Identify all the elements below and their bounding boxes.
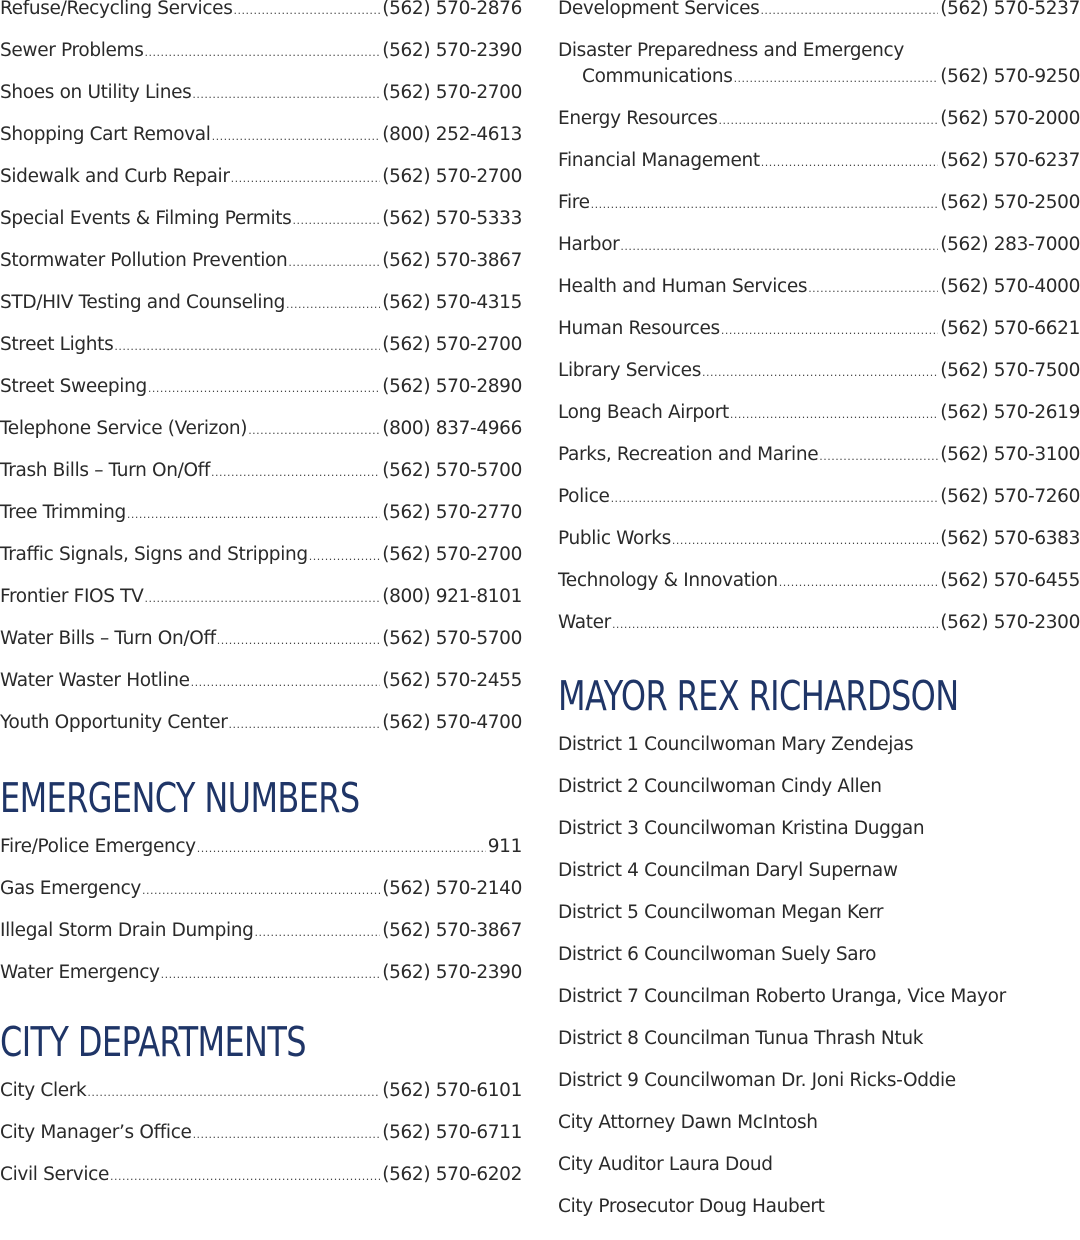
directory-name-line1: Disaster Preparedness and Emergency	[558, 40, 904, 61]
directory-phone: (800) 252-4613	[382, 124, 522, 145]
departments-list	[0, 1082, 522, 1208]
dot-leader	[211, 464, 380, 482]
directory-row	[0, 672, 522, 714]
dot-leader	[161, 966, 381, 984]
official-entry: District 2 Councilwoman Cindy Allen	[558, 776, 882, 797]
directory-phone: (562) 570-6621	[940, 318, 1080, 339]
directory-name: Frontier FIOS TV	[0, 586, 144, 607]
directory-row	[0, 420, 522, 462]
directory-phone: (562) 570-6237	[940, 150, 1080, 171]
dot-leader	[672, 532, 938, 550]
directory-phone: (562) 570-2700	[382, 544, 522, 565]
directory-phone: (562) 570-2770	[382, 502, 522, 523]
dot-leader	[110, 1168, 380, 1186]
directory-row	[0, 1124, 522, 1166]
dot-leader	[197, 840, 486, 858]
dot-leader	[292, 212, 380, 230]
official-entry: District 5 Councilwoman Megan Kerr	[558, 902, 884, 923]
directory-row	[0, 126, 522, 168]
directory-row	[0, 1166, 522, 1208]
directory-row	[558, 446, 1080, 488]
dot-leader	[730, 406, 938, 424]
official-entry: District 4 Councilman Daryl Supernaw	[558, 860, 898, 881]
directory-phone: (562) 570-6383	[940, 528, 1080, 549]
emergency-section	[0, 774, 522, 1006]
directory-name: Health and Human Services	[558, 276, 808, 297]
directory-name: Trash Bills – Turn On/Off	[0, 460, 210, 481]
dot-leader	[212, 128, 381, 146]
departments-continued-list	[558, 0, 1080, 42]
official-entry: City Auditor Laura Doud	[558, 1154, 773, 1175]
directory-row	[0, 84, 522, 126]
dot-leader	[808, 280, 938, 298]
directory-row	[0, 922, 522, 964]
directory-phone: (562) 570-2300	[940, 612, 1080, 633]
departments-list-right	[558, 110, 1080, 656]
dot-leader	[760, 2, 938, 20]
official-entry: District 9 Councilwoman Dr. Joni Ricks-Oddie	[558, 1070, 956, 1091]
directory-phone: (562) 570-2390	[382, 40, 522, 61]
dot-leader	[192, 86, 380, 104]
directory-name: Human Resources	[558, 318, 720, 339]
directory-name: Telephone Service (Verizon)	[0, 418, 248, 439]
directory-name: STD/HIV Testing and Counseling	[0, 292, 285, 313]
directory-row	[558, 110, 1080, 152]
directory-row	[558, 362, 1080, 404]
directory-name: Sewer Problems	[0, 40, 144, 61]
directory-row	[558, 530, 1080, 572]
official-entry: City Attorney Dawn McIntosh	[558, 1112, 818, 1133]
official-entry: District 3 Councilwoman Kristina Duggan	[558, 818, 925, 839]
dot-leader	[591, 196, 939, 214]
directory-name: Gas Emergency	[0, 878, 141, 899]
directory-row	[558, 42, 1080, 110]
directory-name: Water Waster Hotline	[0, 670, 190, 691]
directory-name-line2: Communications	[582, 66, 733, 87]
directory-row	[0, 838, 522, 880]
directory-phone: (562) 570-2140	[382, 878, 522, 899]
dot-leader	[148, 380, 380, 398]
dot-leader	[87, 1084, 380, 1102]
directory-phone: (562) 570-5333	[382, 208, 522, 229]
dot-leader	[145, 44, 381, 62]
dot-leader	[255, 924, 381, 942]
directory-phone: 911	[487, 836, 522, 857]
directory-row	[0, 504, 522, 546]
directory-name: Energy Resources	[558, 108, 718, 129]
directory-phone: (562) 570-7260	[940, 486, 1080, 507]
directory-name: Tree Trimming	[0, 502, 126, 523]
directory-row	[0, 336, 522, 378]
directory-name: Street Lights	[0, 334, 114, 355]
dot-leader	[144, 590, 380, 608]
dot-leader	[611, 490, 939, 508]
dot-leader	[286, 296, 380, 314]
directory-phone: (562) 570-3867	[382, 250, 522, 271]
directory-name: Shopping Cart Removal	[0, 124, 211, 145]
directory-phone: (562) 570-4000	[940, 276, 1080, 297]
directory-phone: (562) 570-2890	[382, 376, 522, 397]
directory-row	[558, 404, 1080, 446]
directory-name: Development Services	[558, 0, 760, 19]
dot-leader	[702, 364, 938, 382]
directory-name: Police	[558, 486, 610, 507]
directory-row	[0, 168, 522, 210]
directory-phone: (562) 570-2876	[382, 0, 522, 19]
official-entry: District 6 Councilwoman Suely Saro	[558, 944, 877, 965]
directory-phone: (562) 570-6101	[382, 1080, 522, 1101]
dot-leader	[309, 548, 380, 566]
directory-phone: (562) 570-2700	[382, 82, 522, 103]
directory-phone: (562) 570-6202	[382, 1164, 522, 1185]
directory-row	[0, 546, 522, 588]
directory-phone: (562) 570-5700	[382, 628, 522, 649]
directory-name: Technology & Innovation	[558, 570, 778, 591]
officials-section	[558, 672, 1080, 1240]
directory-row	[558, 152, 1080, 194]
directory-name: Water Bills – Turn On/Off	[0, 628, 216, 649]
directory-phone: (562) 570-9250	[940, 66, 1080, 87]
dot-leader	[229, 716, 381, 734]
directory-row	[0, 880, 522, 922]
directory-row	[0, 1082, 522, 1124]
dot-leader	[248, 422, 380, 440]
directory-name: Financial Management	[558, 150, 760, 171]
directory-name: Public Works	[558, 528, 671, 549]
directory-row	[558, 614, 1080, 656]
left-column	[0, 0, 522, 1208]
dot-leader	[217, 632, 380, 650]
directory-name: Sidewalk and Curb Repair	[0, 166, 230, 187]
directory-row	[0, 462, 522, 504]
directory-name: Parks, Recreation and Marine	[558, 444, 819, 465]
directory-row	[0, 42, 522, 84]
departments-section	[0, 1018, 522, 1208]
dot-leader	[620, 238, 938, 256]
official-entry: District 7 Councilman Roberto Uranga, Vice Mayor	[558, 986, 1006, 1007]
directory-row	[0, 210, 522, 252]
directory-row	[0, 294, 522, 336]
dot-leader	[721, 322, 938, 340]
directory-phone: (562) 570-6455	[940, 570, 1080, 591]
right-column	[558, 0, 1080, 1240]
directory-phone: (562) 283-7000	[940, 234, 1080, 255]
emergency-list	[0, 838, 522, 1006]
dot-leader	[191, 674, 381, 692]
directory-name: Youth Opportunity Center	[0, 712, 228, 733]
directory-phone: (562) 570-2700	[382, 166, 522, 187]
directory-phone: (562) 570-2390	[382, 962, 522, 983]
directory-name: Special Events & Filming Permits	[0, 208, 292, 229]
directory-name: Shoes on Utility Lines	[0, 82, 192, 103]
directory-row	[0, 588, 522, 630]
directory-row	[558, 572, 1080, 614]
directory-name: Long Beach Airport	[558, 402, 729, 423]
directory-row	[0, 378, 522, 420]
official-entry: District 8 Councilman Tunua Thrash Ntuk	[558, 1028, 924, 1049]
dot-leader	[233, 2, 380, 20]
directory-row	[0, 630, 522, 672]
dot-leader	[779, 574, 938, 592]
dot-leader	[288, 254, 380, 272]
directory-phone: (800) 921-8101	[382, 586, 522, 607]
directory-phone: (562) 570-2700	[382, 334, 522, 355]
dot-leader	[193, 1126, 381, 1144]
directory-phone: (562) 570-4700	[382, 712, 522, 733]
directory-row	[558, 0, 1080, 42]
dot-leader	[719, 112, 939, 130]
directory-name: Stormwater Pollution Prevention	[0, 250, 288, 271]
directory-name: Water	[558, 612, 611, 633]
directory-name: Fire/Police Emergency	[0, 836, 196, 857]
dot-leader	[761, 154, 938, 172]
directory-phone: (562) 570-3100	[940, 444, 1080, 465]
directory-phone: (562) 570-5700	[382, 460, 522, 481]
emergency-heading: EMERGENCY NUMBERS	[0, 774, 360, 822]
directory-row	[558, 236, 1080, 278]
directory-row	[0, 0, 522, 42]
directory-phone: (562) 570-2500	[940, 192, 1080, 213]
directory-name: City Manager’s Office	[0, 1122, 192, 1143]
directory-row	[0, 714, 522, 756]
directory-name: Harbor	[558, 234, 620, 255]
directory-name: Traffic Signals, Signs and Stripping	[0, 544, 308, 565]
directory-phone: (562) 570-6711	[382, 1122, 522, 1143]
directory-name: Civil Service	[0, 1164, 109, 1185]
directory-phone: (562) 570-4315	[382, 292, 522, 313]
dot-leader	[231, 170, 381, 188]
dot-leader	[734, 70, 939, 88]
directory-phone: (562) 570-2000	[940, 108, 1080, 129]
directory-name: Water Emergency	[0, 962, 160, 983]
services-list	[0, 0, 522, 756]
directory-row	[558, 278, 1080, 320]
directory-name: Refuse/Recycling Services	[0, 0, 233, 19]
dot-leader	[142, 882, 380, 900]
official-entry: District 1 Councilwoman Mary Zendejas	[558, 734, 914, 755]
directory-phone: (562) 570-2455	[382, 670, 522, 691]
directory-phone: (800) 837-4966	[382, 418, 522, 439]
directory-phone: (562) 570-2619	[940, 402, 1080, 423]
directory-phone: (562) 570-5237	[940, 0, 1080, 19]
dot-leader	[819, 448, 938, 466]
dot-leader	[114, 338, 380, 356]
directory-phone: (562) 570-7500	[940, 360, 1080, 381]
dot-leader	[612, 616, 938, 634]
directory-row	[0, 252, 522, 294]
directory-phone: (562) 570-3867	[382, 920, 522, 941]
directory-row	[0, 964, 522, 1006]
directory-name: Library Services	[558, 360, 701, 381]
directory-name-line2-row	[558, 68, 1080, 110]
directory-row	[558, 194, 1080, 236]
directory-name: Fire	[558, 192, 590, 213]
directory-name: Illegal Storm Drain Dumping	[0, 920, 254, 941]
officials-list	[558, 736, 1080, 1240]
official-entry: City Prosecutor Doug Haubert	[558, 1196, 825, 1217]
mayor-heading: MAYOR REX RICHARDSON	[558, 672, 959, 720]
directory-row	[558, 488, 1080, 530]
directory-name: Street Sweeping	[0, 376, 147, 397]
departments-heading: CITY DEPARTMENTS	[0, 1018, 306, 1066]
directory-row	[558, 320, 1080, 362]
directory-name: City Clerk	[0, 1080, 87, 1101]
dot-leader	[127, 506, 380, 524]
